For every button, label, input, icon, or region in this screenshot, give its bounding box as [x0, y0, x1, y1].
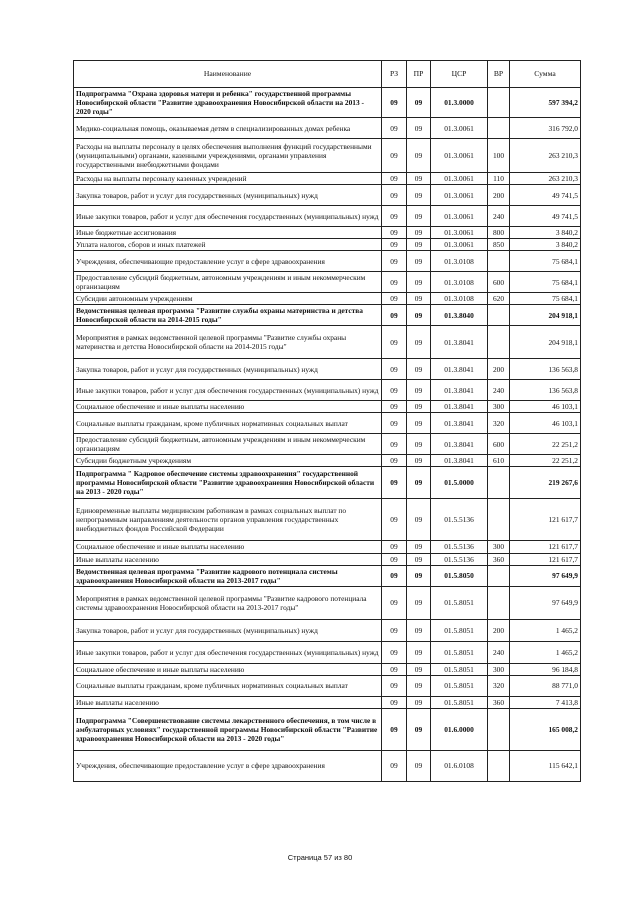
col-rz-header: РЗ — [382, 61, 407, 88]
cell-csr: 01.6.0000 — [431, 708, 488, 750]
cell-vr — [488, 499, 510, 541]
cell-vr: 100 — [488, 139, 510, 173]
cell-sum: 49 741,5 — [510, 185, 581, 206]
cell-vr — [488, 88, 510, 118]
cell-sum: 263 210,3 — [510, 139, 581, 173]
cell-name: Закупка товаров, работ и услуг для государственных (муниципальных) нужд — [74, 359, 382, 380]
cell-vr: 300 — [488, 663, 510, 675]
table-row — [74, 227, 581, 239]
cell-sum: 49 741,5 — [510, 206, 581, 227]
cell-csr: 01.3.0061 — [431, 139, 488, 173]
cell-name: Подпрограмма "Охрана здоровья матери и ребенка" государственной программы Новосибирской области "Развитие здравоохранения Новосибирской области на 2013 - 2020 годы" — [74, 88, 382, 118]
cell-rz: 09 — [382, 139, 407, 173]
cell-csr: 01.3.8041 — [431, 380, 488, 401]
cell-pr: 09 — [407, 455, 431, 467]
cell-csr: 01.3.0061 — [431, 227, 488, 239]
cell-vr: 600 — [488, 434, 510, 455]
cell-pr: 09 — [407, 88, 431, 118]
cell-rz: 09 — [382, 586, 407, 619]
cell-csr: 01.5.5136 — [431, 541, 488, 553]
cell-sum: 136 563,8 — [510, 380, 581, 401]
cell-sum: 3 840,2 — [510, 227, 581, 239]
cell-vr: 300 — [488, 401, 510, 413]
cell-pr: 09 — [407, 434, 431, 455]
cell-pr: 09 — [407, 750, 431, 781]
table-row — [74, 139, 581, 173]
table-row — [74, 272, 581, 293]
cell-vr: 200 — [488, 619, 510, 641]
cell-pr: 09 — [407, 499, 431, 541]
cell-sum: 7 413,8 — [510, 696, 581, 708]
cell-name: Уплата налогов, сборов и иных платежей — [74, 239, 382, 251]
cell-vr: 360 — [488, 696, 510, 708]
cell-pr: 09 — [407, 663, 431, 675]
table-row — [74, 499, 581, 541]
cell-rz: 09 — [382, 227, 407, 239]
table-row — [74, 750, 581, 781]
table-row — [74, 541, 581, 553]
cell-sum: 165 008,2 — [510, 708, 581, 750]
cell-name: Иные закупки товаров, работ и услуг для обеспечения государственных (муниципальных) нужд — [74, 380, 382, 401]
cell-rz: 09 — [382, 173, 407, 185]
cell-vr — [488, 305, 510, 326]
cell-name: Социальные выплаты гражданам, кроме публичных нормативных социальных выплат — [74, 675, 382, 696]
cell-name: Учреждения, обеспечивающие предоставление услуг в сфере здравоохранения — [74, 750, 382, 781]
cell-csr: 01.3.0000 — [431, 88, 488, 118]
table-row — [74, 696, 581, 708]
cell-pr: 09 — [407, 413, 431, 434]
cell-vr — [488, 467, 510, 499]
table-row — [74, 586, 581, 619]
cell-vr: 300 — [488, 541, 510, 553]
cell-sum: 22 251,2 — [510, 434, 581, 455]
cell-pr: 09 — [407, 359, 431, 380]
cell-pr: 09 — [407, 293, 431, 305]
cell-pr: 09 — [407, 139, 431, 173]
cell-pr: 09 — [407, 239, 431, 251]
cell-vr: 240 — [488, 206, 510, 227]
table-row — [74, 675, 581, 696]
cell-csr: 01.5.8051 — [431, 696, 488, 708]
cell-rz: 09 — [382, 675, 407, 696]
cell-sum: 75 684,1 — [510, 251, 581, 272]
table-row — [74, 641, 581, 663]
cell-vr: 610 — [488, 455, 510, 467]
cell-vr: 850 — [488, 239, 510, 251]
table-row — [74, 305, 581, 326]
cell-csr: 01.3.0108 — [431, 272, 488, 293]
cell-name: Социальное обеспечение и иные выплаты населению — [74, 663, 382, 675]
cell-vr: 200 — [488, 359, 510, 380]
page-number: Страница 57 из 80 — [287, 853, 353, 862]
cell-vr: 200 — [488, 185, 510, 206]
cell-sum: 46 103,1 — [510, 413, 581, 434]
cell-csr: 01.3.0061 — [431, 239, 488, 251]
cell-rz: 09 — [382, 413, 407, 434]
table-row — [74, 553, 581, 565]
cell-pr: 09 — [407, 227, 431, 239]
cell-sum: 136 563,8 — [510, 359, 581, 380]
cell-pr: 09 — [407, 641, 431, 663]
cell-csr: 01.3.8041 — [431, 434, 488, 455]
cell-rz: 09 — [382, 708, 407, 750]
cell-name: Иные выплаты населению — [74, 696, 382, 708]
table-row — [74, 88, 581, 118]
cell-rz: 09 — [382, 185, 407, 206]
cell-sum: 115 642,1 — [510, 750, 581, 781]
table-row — [74, 173, 581, 185]
cell-sum: 263 210,3 — [510, 173, 581, 185]
cell-pr: 09 — [407, 206, 431, 227]
cell-sum: 22 251,2 — [510, 455, 581, 467]
cell-sum: 46 103,1 — [510, 401, 581, 413]
cell-name: Закупка товаров, работ и услуг для государственных (муниципальных) нужд — [74, 185, 382, 206]
cell-name: Субсидии автономным учреждениям — [74, 293, 382, 305]
cell-pr: 09 — [407, 696, 431, 708]
cell-pr: 09 — [407, 401, 431, 413]
cell-pr: 09 — [407, 675, 431, 696]
table-row — [74, 118, 581, 139]
cell-pr: 09 — [407, 467, 431, 499]
cell-csr: 01.5.0000 — [431, 467, 488, 499]
cell-name: Расходы на выплаты персоналу в целях обеспечения выполнения функций государственными (муниципальными) органами, казенными учреждениями, органами управления государственными внебюджетными фондами — [74, 139, 382, 173]
cell-vr — [488, 251, 510, 272]
cell-pr: 09 — [407, 586, 431, 619]
cell-pr: 09 — [407, 185, 431, 206]
cell-name: Ведомственная целевая программа "Развитие службы охраны материнства и детства Новосибирской области на 2014-2015 годы" — [74, 305, 382, 326]
cell-sum: 121 617,7 — [510, 499, 581, 541]
cell-vr: 110 — [488, 173, 510, 185]
cell-rz: 09 — [382, 750, 407, 781]
cell-sum: 97 649,9 — [510, 586, 581, 619]
cell-name: Ведомственная целевая программа "Развитие кадрового потенциала системы здравоохранения Новосибирской области на 2013-2017 годы" — [74, 565, 382, 586]
cell-rz: 09 — [382, 696, 407, 708]
col-pr-header: ПР — [407, 61, 431, 88]
cell-rz: 09 — [382, 293, 407, 305]
table-row — [74, 663, 581, 675]
table-row — [74, 455, 581, 467]
cell-name: Закупка товаров, работ и услуг для государственных (муниципальных) нужд — [74, 619, 382, 641]
cell-csr: 01.5.5136 — [431, 553, 488, 565]
cell-csr: 01.5.8051 — [431, 675, 488, 696]
cell-csr: 01.3.8041 — [431, 413, 488, 434]
cell-name: Подпрограмма "Совершенствование системы лекарственного обеспечения, в том числе в амбулаторных условиях" государственной программы Новосибирской области "Развитие здравоохранения Новосибирской области на 2013 - 2020 годы" — [74, 708, 382, 750]
cell-rz: 09 — [382, 641, 407, 663]
cell-sum: 219 267,6 — [510, 467, 581, 499]
cell-rz: 09 — [382, 541, 407, 553]
table-row — [74, 359, 581, 380]
cell-vr: 620 — [488, 293, 510, 305]
cell-rz: 09 — [382, 272, 407, 293]
table-row — [74, 708, 581, 750]
table-row — [74, 326, 581, 359]
cell-rz: 09 — [382, 326, 407, 359]
cell-vr — [488, 118, 510, 139]
cell-rz: 09 — [382, 401, 407, 413]
table-row — [74, 380, 581, 401]
cell-vr — [488, 586, 510, 619]
cell-vr: 320 — [488, 413, 510, 434]
cell-rz: 09 — [382, 565, 407, 586]
cell-csr: 01.5.8050 — [431, 565, 488, 586]
table-row — [74, 565, 581, 586]
cell-name: Социальное обеспечение и иные выплаты населению — [74, 541, 382, 553]
cell-csr: 01.3.0061 — [431, 206, 488, 227]
cell-csr: 01.3.0061 — [431, 118, 488, 139]
cell-csr: 01.5.5136 — [431, 499, 488, 541]
cell-vr: 360 — [488, 553, 510, 565]
cell-pr: 09 — [407, 565, 431, 586]
cell-pr: 09 — [407, 326, 431, 359]
cell-rz: 09 — [382, 239, 407, 251]
cell-rz: 09 — [382, 380, 407, 401]
col-vr-header: ВР — [488, 61, 510, 88]
cell-rz: 09 — [382, 455, 407, 467]
table-body — [74, 88, 581, 782]
cell-rz: 09 — [382, 553, 407, 565]
cell-csr: 01.3.8040 — [431, 305, 488, 326]
col-name-header: Наименование — [74, 61, 382, 88]
budget-table — [73, 60, 581, 782]
cell-sum: 75 684,1 — [510, 272, 581, 293]
cell-sum: 75 684,1 — [510, 293, 581, 305]
cell-csr: 01.3.0061 — [431, 185, 488, 206]
cell-rz: 09 — [382, 305, 407, 326]
table-row — [74, 413, 581, 434]
cell-sum: 1 465,2 — [510, 641, 581, 663]
cell-csr: 01.3.8041 — [431, 326, 488, 359]
cell-rz: 09 — [382, 663, 407, 675]
cell-name: Иные закупки товаров, работ и услуг для обеспечения государственных (муниципальных) нужд — [74, 206, 382, 227]
cell-sum: 3 840,2 — [510, 239, 581, 251]
cell-pr: 09 — [407, 619, 431, 641]
cell-name: Иные закупки товаров, работ и услуг для обеспечения государственных (муниципальных) нужд — [74, 641, 382, 663]
table-row — [74, 434, 581, 455]
table-row — [74, 185, 581, 206]
cell-csr: 01.6.0108 — [431, 750, 488, 781]
cell-sum: 316 792,0 — [510, 118, 581, 139]
header-row — [74, 61, 581, 88]
cell-pr: 09 — [407, 380, 431, 401]
cell-name: Социальное обеспечение и иные выплаты населению — [74, 401, 382, 413]
table-row — [74, 206, 581, 227]
cell-name: Медико-социальная помощь, оказываемая детям в специализированных домах ребенка — [74, 118, 382, 139]
table-row — [74, 401, 581, 413]
cell-rz: 09 — [382, 619, 407, 641]
cell-name: Предоставление субсидий бюджетным, автономным учреждениям и иным некоммерческим организациям — [74, 272, 382, 293]
cell-rz: 09 — [382, 118, 407, 139]
cell-pr: 09 — [407, 553, 431, 565]
cell-rz: 09 — [382, 467, 407, 499]
cell-sum: 597 394,2 — [510, 88, 581, 118]
cell-vr: 240 — [488, 641, 510, 663]
cell-vr: 320 — [488, 675, 510, 696]
cell-csr: 01.3.8041 — [431, 401, 488, 413]
cell-name: Мероприятия в рамках ведомственной целевой программы "Развитие службы охраны материнства и детства Новосибирской области на 2014-2015 годы" — [74, 326, 382, 359]
cell-sum: 121 617,7 — [510, 553, 581, 565]
cell-pr: 09 — [407, 118, 431, 139]
cell-csr: 01.5.8051 — [431, 586, 488, 619]
cell-pr: 09 — [407, 708, 431, 750]
cell-vr — [488, 750, 510, 781]
cell-name: Иные бюджетные ассигнования — [74, 227, 382, 239]
table-row — [74, 293, 581, 305]
cell-rz: 09 — [382, 434, 407, 455]
cell-name: Социальные выплаты гражданам, кроме публичных нормативных социальных выплат — [74, 413, 382, 434]
cell-sum: 121 617,7 — [510, 541, 581, 553]
cell-pr: 09 — [407, 251, 431, 272]
cell-sum: 97 649,9 — [510, 565, 581, 586]
cell-vr: 800 — [488, 227, 510, 239]
cell-name: Учреждения, обеспечивающие предоставление услуг в сфере здравоохранения — [74, 251, 382, 272]
cell-sum: 1 465,2 — [510, 619, 581, 641]
cell-csr: 01.5.8051 — [431, 641, 488, 663]
cell-rz: 09 — [382, 499, 407, 541]
cell-sum: 204 918,1 — [510, 326, 581, 359]
cell-name: Мероприятия в рамках ведомственной целевой программы "Развитие кадрового потенциала системы здравоохранения Новосибирской области на 2013-2017 годы" — [74, 586, 382, 619]
cell-name: Иные выплаты населению — [74, 553, 382, 565]
col-csr-header: ЦСР — [431, 61, 488, 88]
cell-pr: 09 — [407, 173, 431, 185]
cell-vr — [488, 326, 510, 359]
cell-rz: 09 — [382, 251, 407, 272]
cell-csr: 01.3.8041 — [431, 455, 488, 467]
table-row — [74, 467, 581, 499]
cell-pr: 09 — [407, 305, 431, 326]
cell-name: Предоставление субсидий бюджетным, автономным учреждениям и иным некоммерческим организациям — [74, 434, 382, 455]
cell-csr: 01.5.8051 — [431, 619, 488, 641]
cell-name: Субсидии бюджетным учреждениям — [74, 455, 382, 467]
cell-csr: 01.3.8041 — [431, 359, 488, 380]
cell-sum: 204 918,1 — [510, 305, 581, 326]
cell-rz: 09 — [382, 206, 407, 227]
table-row — [74, 251, 581, 272]
cell-csr: 01.3.0061 — [431, 173, 488, 185]
cell-csr: 01.5.8051 — [431, 663, 488, 675]
table-row — [74, 239, 581, 251]
cell-name: Подпрограмма " Кадровое обеспечение системы здравоохранения" государственной программы Новосибирской области "Развитие здравоохранения Новосибирской области на 2013 - 2020 годы" — [74, 467, 382, 499]
col-sum-header: Сумма — [510, 61, 581, 88]
cell-pr: 09 — [407, 272, 431, 293]
cell-pr: 09 — [407, 541, 431, 553]
cell-sum: 96 184,8 — [510, 663, 581, 675]
cell-vr — [488, 708, 510, 750]
cell-csr: 01.3.0108 — [431, 293, 488, 305]
cell-rz: 09 — [382, 88, 407, 118]
cell-vr: 240 — [488, 380, 510, 401]
cell-csr: 01.3.0108 — [431, 251, 488, 272]
cell-name: Единовременные выплаты медицинским работникам в рамках социальных выплат по непрограммным направлениям деятельности органов управления государственных внебюджетных фондов Российской Федерации — [74, 499, 382, 541]
cell-vr: 600 — [488, 272, 510, 293]
cell-vr — [488, 565, 510, 586]
cell-rz: 09 — [382, 359, 407, 380]
table-row — [74, 619, 581, 641]
cell-sum: 88 771,0 — [510, 675, 581, 696]
cell-name: Расходы на выплаты персоналу казенных учреждений — [74, 173, 382, 185]
